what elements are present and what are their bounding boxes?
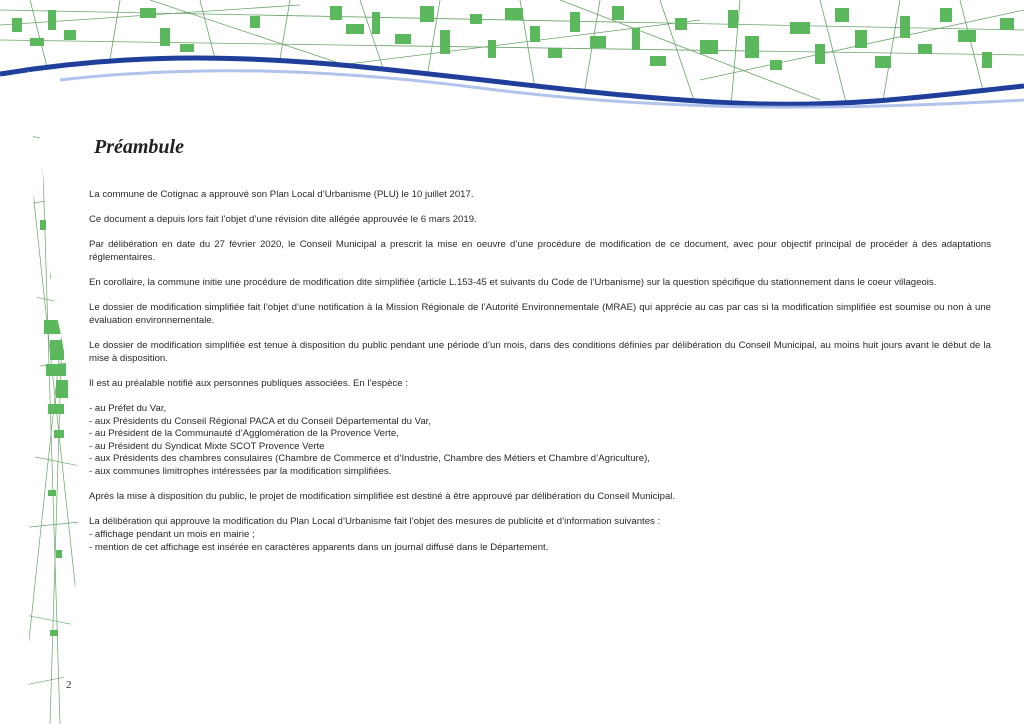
list-item: - aux Présidents du Conseil Régional PACA et du Conseil Départemental du Var, (89, 415, 432, 427)
list-item: - au Président du Syndicat Mixte SCOT Provence Verte (89, 440, 325, 452)
page-number: 2 (66, 679, 72, 691)
paragraph: Le dossier de modification simplifiée fait l’objet d’une notification à la Mission Régionale de l’Autorité Environnementale (MRAE) qui apprécie au cas par cas si la modification simplifiée est soumise ou non à une évaluation environnementale. (89, 302, 991, 326)
paragraph: Par délibération en date du 27 février 2020, le Conseil Municipal a prescrit la mise en oeuvre d’une procédure de modification de ce document, avec pour objectif principal de procéder à des adaptations réglementaires. (89, 239, 991, 263)
paragraph: La délibération qui approuve la modification du Plan Local d’Urbanisme fait l’objet des mesures de publicité et d’information suivantes : (89, 516, 661, 528)
header-map-banner (0, 0, 1024, 118)
publicity-list (89, 529, 991, 554)
list-item: - mention de cet affichage est insérée en caractères apparents dans un journal diffusé dans le Département. (89, 541, 549, 553)
page-title: Préambule (94, 136, 184, 158)
paragraph: Il est au préalable notifié aux personnes publiques associées. En l’espèce : (89, 377, 408, 389)
list-item: - aux Présidents des chambres consulaires (Chambre de Commerce et d’Industrie, Chambre des Métiers et Chambre d’Agriculture), (89, 453, 650, 465)
list-item: - au Préfet du Var, (89, 403, 167, 415)
paragraph: En corollaire, la commune initie une procédure de modification dite simplifiée (article L.153-45 et suivants du Code de l’Urbanisme) sur la question spécifique du stationnement dans le coeur villageois. (89, 277, 937, 289)
paragraph: La commune de Cotignac a approuvé son Plan Local d’Urbanisme (PLU) le 10 juillet 2017. (89, 189, 474, 200)
list-item: - affichage pendant un mois en mairie ; (89, 529, 255, 541)
paragraph: Le dossier de modification simplifiée est tenue à disposition du public pendant une période d’un mois, dans des conditions définies par délibération du Conseil Municipal, au moins huit jours avant le début de la mise à disposition. (89, 340, 991, 364)
list-item: - aux communes limitrophes intéressées par la modification simplifiées. (89, 466, 392, 478)
left-map-strip (0, 70, 100, 724)
paragraph: Après la mise à disposition du public, le projet de modification simplifiée est destiné à être approuvé par délibération du Conseil Municipal. (89, 491, 676, 503)
paragraph: Ce document a depuis lors fait l’objet d’une révision dite allégée approuvée le 6 mars 2019. (89, 214, 477, 226)
list-item: - au Président de la Communauté d’Agglomération de la Provence Verte, (89, 428, 399, 440)
notified-list (89, 403, 991, 479)
document-body (89, 189, 991, 567)
